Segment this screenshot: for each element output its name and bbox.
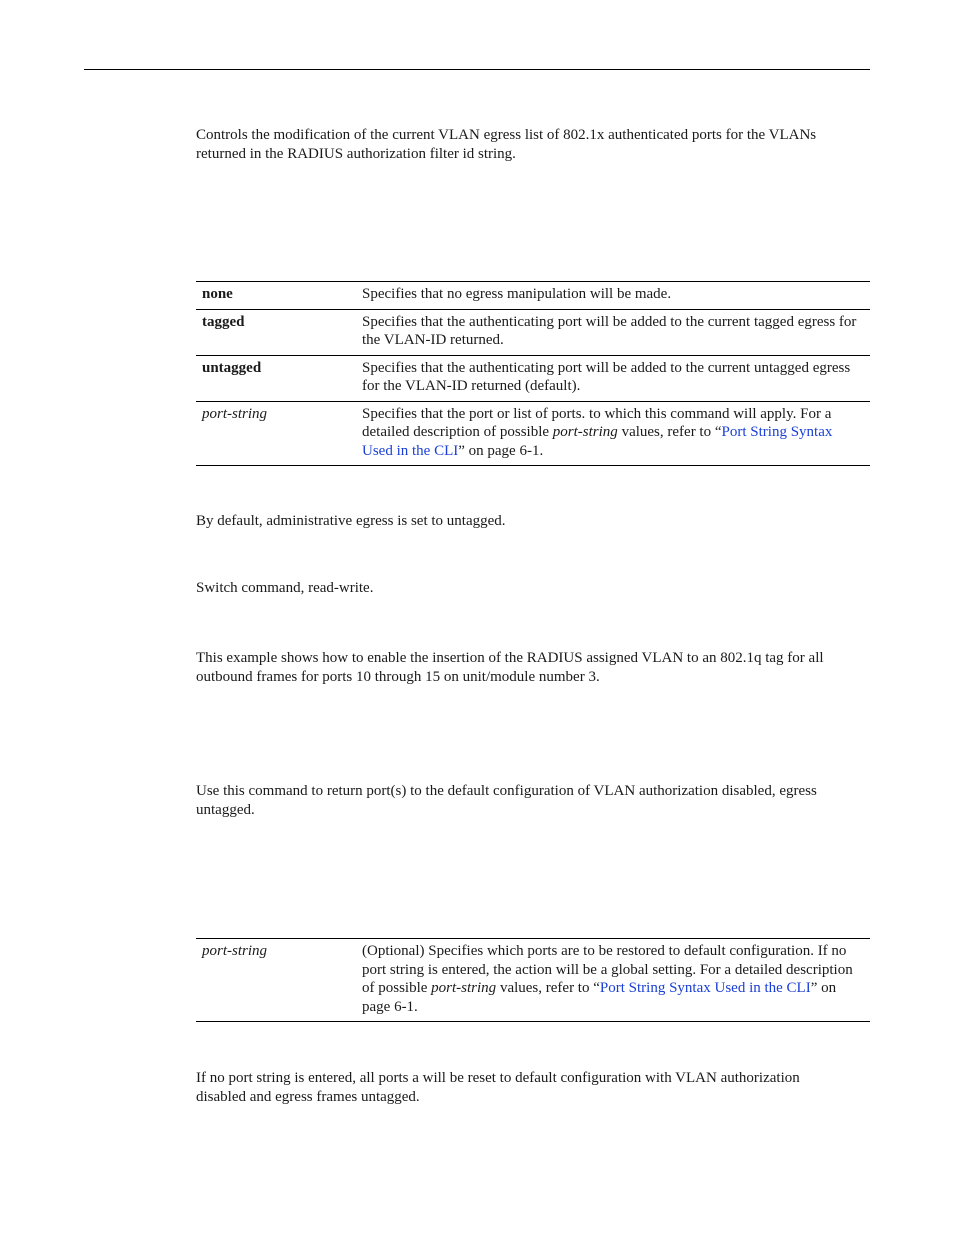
defaults-paragraph: By default, administrative egress is set to untagged. (196, 513, 506, 529)
desc-italic-term: port-string (431, 980, 497, 996)
desc-italic-term: port-string (552, 424, 618, 440)
param-name: untagged (196, 355, 356, 401)
clear-description-paragraph: Use this command to return port(s) to the default configuration of VLAN authorization disabled, egress untagged. (196, 783, 817, 818)
description-paragraph: Controls the modification of the current VLAN egress list of 802.1x authenticated ports for the VLANs returned in the RADIUS authorization filter id string. (196, 127, 817, 162)
param-description: Specifies that the authenticating port will be added to the current tagged egress for the VLAN-ID returned. (356, 309, 870, 355)
param-description: Specifies that no egress manipulation will be made. (356, 282, 870, 310)
table-row (196, 401, 870, 466)
port-string-syntax-link[interactable]: Port String Syntax Used in the CLI (599, 980, 811, 996)
desc-text: ” on page 6-1. (362, 980, 837, 1015)
param-name: none (196, 282, 356, 310)
port-string-syntax-link[interactable]: Port String Syntax Used in the CLI (362, 424, 833, 459)
param-name: tagged (196, 309, 356, 355)
param-description (356, 401, 870, 466)
table-row (196, 282, 870, 310)
clear-parameters-table (196, 938, 870, 1022)
table-row (196, 939, 870, 1022)
parameters-table (196, 281, 870, 466)
example-paragraph: This example shows how to enable the insertion of the RADIUS assigned VLAN to an 802.1q tag for all outbound frames for ports 10 through 15 on unit/module number 3. (196, 650, 824, 685)
table-row (196, 309, 870, 355)
clear-defaults-paragraph: If no port string is entered, all ports a will be reset to default configuration with VLAN authorization disabled and egress frames untagged. (196, 1070, 800, 1105)
mode-paragraph: Switch command, read-write. (196, 580, 374, 596)
desc-text: values, refer to “ (496, 980, 600, 996)
table-row (196, 355, 870, 401)
desc-text: Specifies that the port or list of ports. to which this command will apply. For a detailed description of possible (362, 405, 832, 440)
desc-text: ” on page 6-1. (458, 442, 544, 459)
header-rule (84, 69, 870, 70)
desc-text: (Optional) Specifies which ports are to be restored to default configuration. If no port string is entered, the action will be a global setting. For a detailed description of possible (362, 943, 853, 996)
param-description (356, 939, 870, 1022)
param-name: port-string (196, 939, 356, 1022)
param-name: port-string (196, 401, 356, 466)
desc-text: values, refer to “ (617, 424, 722, 440)
param-description: Specifies that the authenticating port will be added to the current untagged egress for the VLAN-ID returned (default). (356, 355, 870, 401)
